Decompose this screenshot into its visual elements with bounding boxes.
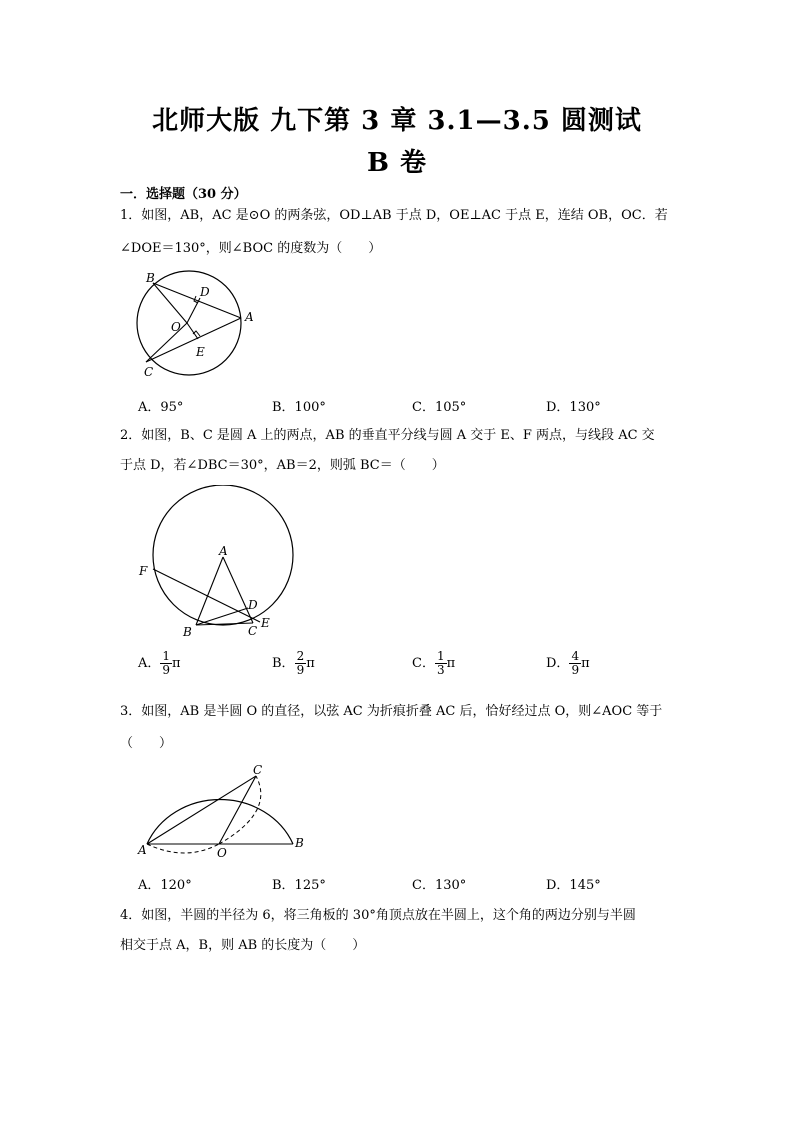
fig2-label-b: B	[183, 625, 192, 639]
question-3-line-2: （ ）	[120, 736, 173, 751]
fig3-label-a: A	[138, 843, 147, 857]
question-4-line-1: 4．如图，半圆的半径为 6，将三角板的 30°角顶点放在半圆上，这个角的两边分别与半圆	[120, 908, 636, 923]
q2-option-a: A． $\frac{1}{9}$ π	[138, 649, 181, 677]
fig1-label-a: A	[245, 310, 254, 324]
question-2-line-2: 于点 D，若∠DBC＝30°，AB＝2，则弧 BC＝（ ）	[120, 458, 445, 473]
fig1-label-o: O	[171, 320, 181, 334]
q1-option-a: A．95°	[138, 400, 184, 415]
fig2-label-e: E	[261, 616, 270, 630]
fig2-label-f: F	[139, 564, 148, 578]
q2-option-c: C． $\frac{1}{3}$ π	[412, 649, 456, 677]
fig2-label-a: A	[219, 544, 228, 558]
section-heading: 一．选择题（30 分）	[120, 187, 247, 202]
q2-option-b: B． $\frac{2}{9}$ π	[272, 649, 315, 677]
q1-option-d: D．130°	[546, 400, 601, 415]
fig3-label-b: B	[295, 836, 304, 850]
q3-option-a: A．120°	[138, 878, 192, 893]
page-subtitle: B 卷	[366, 148, 428, 178]
page-title: 北师大版 九下第 3 章 3.1—3.5 圆测试	[152, 106, 642, 136]
fig1-label-d: D	[200, 285, 210, 299]
question-2-figure	[135, 485, 295, 645]
question-4-line-2: 相交于点 A，B，则 AB 的长度为（ ）	[120, 938, 366, 953]
question-1-line-2: ∠DOE＝130°，则∠BOC 的度数为（ ）	[120, 241, 382, 256]
q3-option-d: D．145°	[546, 878, 601, 893]
question-3-line-1: 3．如图，AB 是半圆 O 的直径，以弦 AC 为折痕折叠 AC 后，恰好经过点 O，则∠AOC 等于	[120, 704, 663, 719]
fig1-label-c: C	[144, 365, 154, 379]
question-1-figure	[130, 268, 260, 383]
fig1-label-b: B	[146, 271, 155, 285]
fig3-label-c: C	[253, 763, 263, 777]
q2-option-d: D． $\frac{4}{9}$ π	[546, 649, 590, 677]
fig2-label-c: C	[248, 624, 258, 638]
q3-option-c: C．130°	[412, 878, 467, 893]
question-3-figure	[135, 762, 315, 862]
q1-option-c: C．105°	[412, 400, 467, 415]
fig3-label-o: O	[217, 846, 227, 860]
fig2-label-d: D	[248, 598, 258, 612]
question-1-line-1: 1．如图，AB，AC 是⊙O 的两条弦，OD⊥AB 于点 D，OE⊥AC 于点 E，连结 OB，OC．若	[120, 208, 668, 223]
question-2-line-1: 2．如图，B、C 是圆 A 上的两点，AB 的垂直平分线与圆 A 交于 E、F 两点，与线段 AC 交	[120, 428, 655, 443]
q3-option-b: B．125°	[272, 878, 326, 893]
q1-option-b: B．100°	[272, 400, 326, 415]
fig1-label-e: E	[196, 345, 205, 359]
